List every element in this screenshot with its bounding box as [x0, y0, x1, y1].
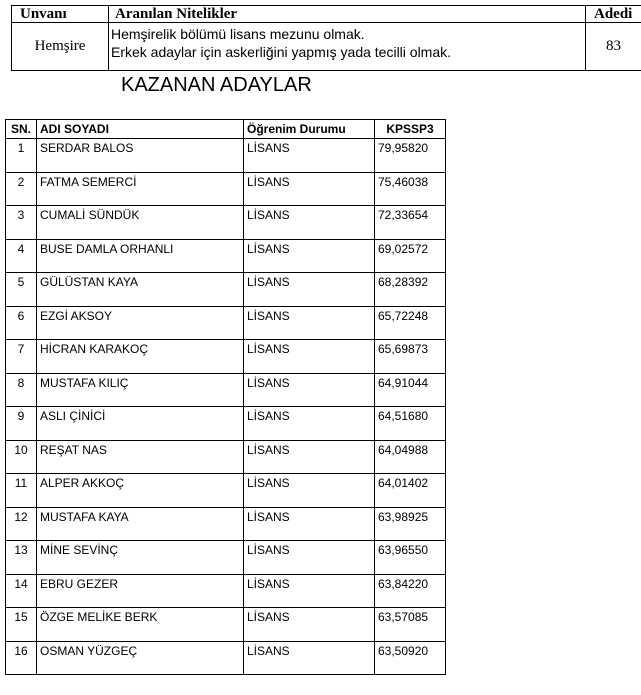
- row-education: LİSANS: [244, 206, 375, 240]
- row-score: 68,28392: [375, 273, 446, 307]
- row-score: 63,96550: [375, 541, 446, 575]
- row-name: ÖZGE MELİKE BERK: [37, 608, 244, 642]
- row-score: 65,72248: [375, 306, 446, 340]
- row-education: LİSANS: [244, 641, 375, 675]
- row-score: 64,01402: [375, 474, 446, 508]
- row-sn: 7: [6, 340, 37, 374]
- header-education: Öğrenim Durumu: [244, 120, 375, 139]
- table-row: [6, 373, 446, 407]
- header-name: ADI SOYADI: [37, 120, 244, 139]
- row-sn: 15: [6, 608, 37, 642]
- row-name: FATMA SEMERCİ: [37, 172, 244, 206]
- row-score: 79,95820: [375, 139, 446, 173]
- row-sn: 5: [6, 273, 37, 307]
- row-score: 69,02572: [375, 239, 446, 273]
- row-education: LİSANS: [244, 373, 375, 407]
- row-sn: 13: [6, 541, 37, 575]
- row-education: LİSANS: [244, 507, 375, 541]
- row-name: MUSTAFA KILIÇ: [37, 373, 244, 407]
- row-sn: 2: [6, 172, 37, 206]
- row-name: GÜLÜSTAN KAYA: [37, 273, 244, 307]
- row-education: LİSANS: [244, 139, 375, 173]
- table-row: [6, 239, 446, 273]
- header-sn: SN.: [6, 120, 37, 139]
- qualification-line: Hemşirelik bölümü lisans mezunu olmak.: [111, 26, 365, 42]
- row-name: MUSTAFA KAYA: [37, 507, 244, 541]
- row-name: ASLI ÇİNİCİ: [37, 407, 244, 441]
- row-sn: 4: [6, 239, 37, 273]
- row-education: LİSANS: [244, 340, 375, 374]
- table-row: [6, 139, 446, 173]
- position-title: Hemşire: [12, 23, 109, 71]
- row-score: 63,98925: [375, 507, 446, 541]
- position-table-header: [12, 6, 641, 23]
- header-title: Unvanı: [12, 6, 109, 23]
- table-row: [6, 340, 446, 374]
- row-score: 63,84220: [375, 574, 446, 608]
- position-row: [12, 23, 641, 71]
- candidates-body: [6, 139, 446, 675]
- table-row: [6, 541, 446, 575]
- row-score: 75,46038: [375, 172, 446, 206]
- table-row: [6, 507, 446, 541]
- row-education: LİSANS: [244, 474, 375, 508]
- row-education: LİSANS: [244, 273, 375, 307]
- row-education: LİSANS: [244, 407, 375, 441]
- row-name: BUSE DAMLA ORHANLI: [37, 239, 244, 273]
- row-sn: 6: [6, 306, 37, 340]
- row-score: 63,50920: [375, 641, 446, 675]
- header-count: Adedi: [586, 6, 641, 23]
- row-name: EBRU GEZER: [37, 574, 244, 608]
- row-education: LİSANS: [244, 440, 375, 474]
- row-name: OSMAN YÜZGEÇ: [37, 641, 244, 675]
- table-row: [6, 172, 446, 206]
- row-education: LİSANS: [244, 541, 375, 575]
- position-table: [11, 5, 641, 71]
- row-education: LİSANS: [244, 608, 375, 642]
- row-sn: 10: [6, 440, 37, 474]
- row-score: 72,33654: [375, 206, 446, 240]
- row-sn: 8: [6, 373, 37, 407]
- row-sn: 11: [6, 474, 37, 508]
- qualification-line: Erkek adaylar için askerliğini yapmış yada tecilli olmak.: [111, 44, 452, 60]
- table-row: [6, 474, 446, 508]
- row-sn: 3: [6, 206, 37, 240]
- row-education: LİSANS: [244, 239, 375, 273]
- header-score: KPSSP3: [375, 120, 446, 139]
- row-name: REŞAT NAS: [37, 440, 244, 474]
- row-score: 65,69873: [375, 340, 446, 374]
- row-education: LİSANS: [244, 172, 375, 206]
- table-row: [6, 440, 446, 474]
- table-row: [6, 306, 446, 340]
- row-education: LİSANS: [244, 306, 375, 340]
- table-row: [6, 574, 446, 608]
- header-qualifications: Aranılan Nitelikler: [109, 6, 586, 23]
- row-score: 63,57085: [375, 608, 446, 642]
- position-qualifications: [109, 23, 586, 71]
- candidates-table: [5, 119, 446, 675]
- candidates-header-row: [6, 120, 446, 139]
- table-row: [6, 407, 446, 441]
- winners-heading: KAZANAN ADAYLAR: [121, 74, 312, 96]
- row-name: EZGİ AKSOY: [37, 306, 244, 340]
- row-name: SERDAR BALOS: [37, 139, 244, 173]
- position-count: 83: [586, 23, 641, 71]
- row-sn: 12: [6, 507, 37, 541]
- row-score: 64,04988: [375, 440, 446, 474]
- row-name: MİNE SEVİNÇ: [37, 541, 244, 575]
- row-sn: 14: [6, 574, 37, 608]
- table-row: [6, 206, 446, 240]
- row-sn: 16: [6, 641, 37, 675]
- row-name: ALPER AKKOÇ: [37, 474, 244, 508]
- table-row: [6, 608, 446, 642]
- row-education: LİSANS: [244, 574, 375, 608]
- row-sn: 1: [6, 139, 37, 173]
- row-score: 64,51680: [375, 407, 446, 441]
- table-row: [6, 641, 446, 675]
- row-sn: 9: [6, 407, 37, 441]
- row-score: 64,91044: [375, 373, 446, 407]
- row-name: HİCRAN KARAKOÇ: [37, 340, 244, 374]
- row-name: CUMALİ SÜNDÜK: [37, 206, 244, 240]
- table-row: [6, 273, 446, 307]
